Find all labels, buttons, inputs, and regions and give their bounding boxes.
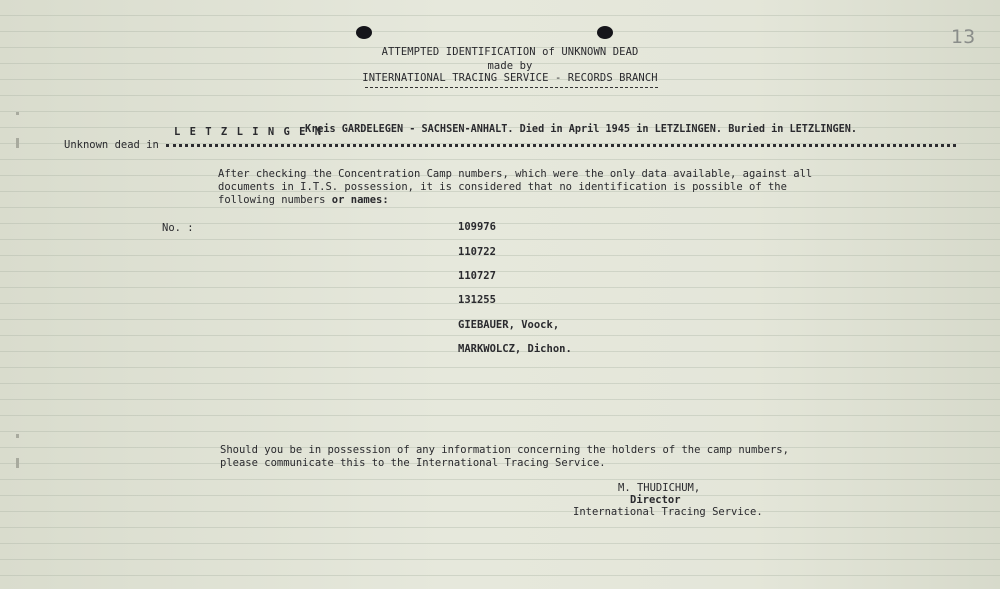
checking-line-1: After checking the Concentration Camp numbers, which were the only data available, against all (218, 168, 813, 180)
entry-number: 110722 (458, 246, 496, 258)
entry-name: MARKWOLCZ, Dichon. (458, 343, 572, 355)
margin-mark (16, 112, 19, 115)
place-details: Kreis GARDELEGEN - SACHSEN-ANHALT. Died in April 1945 in LETZLINGEN. Buried in LETZLINGEN. (305, 124, 858, 135)
punch-hole-right (597, 26, 613, 39)
closing-paragraph (220, 444, 789, 470)
signatory-organization: International Tracing Service. (573, 506, 763, 518)
signatory-title: Director (630, 494, 681, 506)
closing-line-2: please communicate this to the International Tracing Service. (220, 457, 606, 469)
numbers-label: No. : (162, 222, 194, 234)
closing-line-1: Should you be in possession of any information concerning the holders of the camp numbers, (220, 444, 789, 456)
header-made-by: made by (487, 60, 533, 72)
header-title: ATTEMPTED IDENTIFICATION of UNKNOWN DEAD (381, 46, 639, 58)
punch-hole-left (356, 26, 372, 39)
margin-mark (16, 458, 19, 468)
header-underline (365, 87, 658, 88)
unknown-dead-label: Unknown dead in (64, 139, 159, 151)
checking-paragraph (218, 168, 812, 207)
checking-line-3-a: following numbers (218, 194, 326, 206)
entry-number: 131255 (458, 294, 496, 306)
entry-number: 109976 (458, 221, 496, 233)
dotted-leader (166, 144, 956, 147)
signatory-name: M. THUDICHUM, (618, 482, 701, 494)
header-organization: INTERNATIONAL TRACING SERVICE - RECORDS BRANCH (362, 72, 658, 84)
checking-line-3-b: or names: (331, 194, 389, 206)
checking-line-3 (218, 194, 812, 207)
entry-number: 110727 (458, 270, 496, 282)
place-name: L E T Z L I N G E N (174, 126, 323, 138)
checking-line-2: documents in I.T.S. possession, it is considered that no identification is possible of the (218, 181, 787, 193)
margin-mark (16, 434, 19, 438)
margin-mark (16, 138, 19, 148)
page-number: 13 (951, 26, 976, 48)
entry-name: GIEBAUER, Voock, (458, 319, 560, 331)
